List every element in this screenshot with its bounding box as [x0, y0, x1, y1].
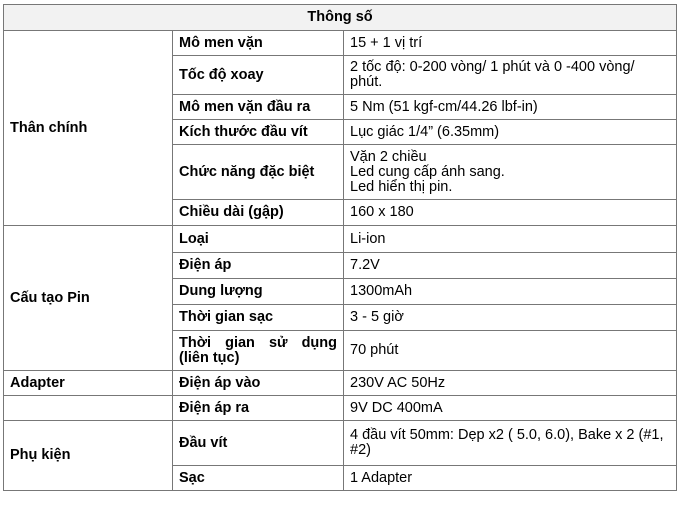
group-label: Thân chính — [4, 31, 173, 226]
spec-table — [3, 4, 677, 491]
row-value: 1300mAh — [344, 279, 677, 305]
row-label: Thời gian sạc — [173, 305, 344, 331]
row-label: Thời gian sử dụng (liên tục) — [173, 331, 344, 371]
table-row — [4, 421, 677, 466]
row-value: 1 Adapter — [344, 466, 677, 491]
table-row — [4, 31, 677, 56]
table-row — [4, 396, 677, 421]
table-row — [4, 226, 677, 253]
group-label: Cấu tạo Pin — [4, 226, 173, 371]
row-value-multiline — [344, 145, 677, 200]
value-line: Led hiển thị pin. — [350, 178, 453, 195]
row-label: Mô men vặn — [173, 31, 344, 56]
row-label: Chiều dài (gập) — [173, 200, 344, 226]
row-value: 70 phút — [344, 331, 677, 371]
row-value: 15 + 1 vị trí — [344, 31, 677, 56]
row-value: 4 đầu vít 50mm: Dẹp x2 ( 5.0, 6.0), Bake x 2 (#1, #2) — [344, 421, 677, 466]
row-value: Lục giác 1/4” (6.35mm) — [344, 120, 677, 145]
row-label: Tốc độ xoay — [173, 56, 344, 95]
value-line: Led cung cấp ánh sang. — [350, 163, 505, 180]
row-value: 2 tốc độ: 0-200 vòng/ 1 phút và 0 -400 vòng/ phút. — [344, 56, 677, 95]
row-value: 9V DC 400mA — [344, 396, 677, 421]
group-label: Adapter — [4, 371, 173, 396]
row-label: Loại — [173, 226, 344, 253]
row-label: Chức năng đặc biệt — [173, 145, 344, 200]
row-value: 5 Nm (51 kgf-cm/44.26 lbf-in) — [344, 95, 677, 120]
row-label: Điện áp vào — [173, 371, 344, 396]
value-line: Vặn 2 chiều — [350, 148, 427, 165]
row-value: 7.2V — [344, 253, 677, 279]
row-value: 230V AC 50Hz — [344, 371, 677, 396]
row-label: Kích thước đầu vít — [173, 120, 344, 145]
empty-cell — [4, 396, 173, 421]
group-label: Phụ kiện — [4, 421, 173, 491]
row-label: Đầu vít — [173, 421, 344, 466]
row-label: Dung lượng — [173, 279, 344, 305]
row-label: Điện áp ra — [173, 396, 344, 421]
table-header-row — [4, 5, 677, 31]
row-value: Li-ion — [344, 226, 677, 253]
table-row — [4, 371, 677, 396]
row-label: Mô men vặn đầu ra — [173, 95, 344, 120]
row-label: Điện áp — [173, 253, 344, 279]
row-label: Sạc — [173, 466, 344, 491]
row-value: 160 x 180 — [344, 200, 677, 226]
row-value: 3 - 5 giờ — [344, 305, 677, 331]
table-title: Thông số — [4, 5, 677, 31]
